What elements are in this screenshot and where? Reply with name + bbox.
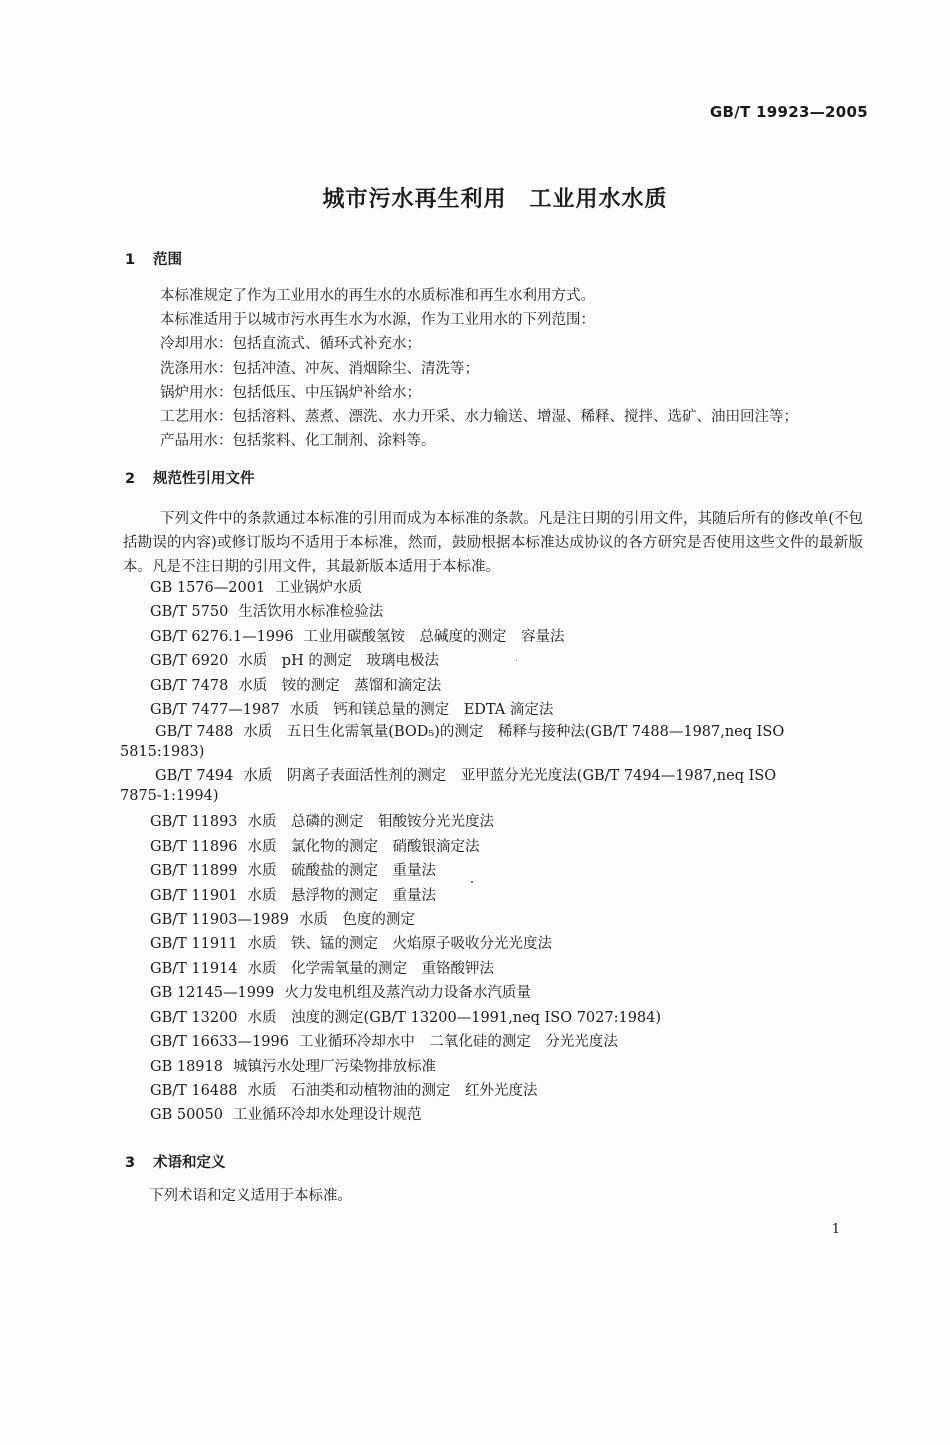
reference-code: GB/T 7494 — [155, 768, 234, 785]
reference-code: GB/T 11911 — [150, 936, 238, 953]
reference-title: 水质 悬浮物的测定 重量法 — [247, 887, 437, 904]
scope-line: 产品用水：包括浆料、化工制剂、涂料等。 — [160, 433, 436, 450]
reference-item — [150, 600, 865, 624]
reference-code: GB/T 7477—1987 — [150, 702, 280, 719]
reference-title: 工业循环冷却水中 二氧化硅的测定 分光光度法 — [298, 1034, 618, 1051]
reference-item — [150, 1079, 865, 1103]
reference-title: 水质 钙和镁总量的测定 EDTA 滴定法 — [289, 702, 554, 719]
page-number: 1 — [831, 1222, 840, 1237]
section-number: 3 — [125, 1155, 136, 1171]
reference-code: GB/T 11896 — [150, 838, 238, 855]
reference-code: GB/T 11893 — [150, 814, 238, 831]
section-3-intro: 下列术语和定义适用于本标准。 — [149, 1188, 352, 1204]
reference-title: 水质 硫酸盐的测定 重量法 — [247, 863, 437, 880]
normative-references-list — [120, 576, 865, 1128]
section-title: 范围 — [153, 252, 182, 268]
reference-title-continuation: 7875-1:1994) — [120, 788, 219, 805]
scope-line: 锅炉用水：包括低压、中压锅炉补给水； — [160, 384, 421, 401]
reference-title: 水质 化学需氧量的测定 重铬酸钾法 — [247, 960, 495, 977]
reference-code: GB/T 16633—1996 — [150, 1034, 289, 1051]
section-3-heading — [125, 1151, 226, 1172]
reference-title: 工业循环冷却水处理设计规范 — [232, 1107, 422, 1124]
reference-item — [150, 698, 865, 722]
reference-item — [150, 810, 865, 834]
scope-line: 本标准适用于以城市污水再生水为水源，作为工业用水的下列范围： — [160, 312, 595, 329]
standard-number: GB/T 19923—2005 — [709, 103, 868, 121]
reference-item — [150, 625, 865, 649]
reference-item — [150, 981, 865, 1005]
section-title: 术语和定义 — [153, 1155, 226, 1171]
reference-title: 水质 阴离子表面活性剂的测定 亚甲蓝分光光度法(GB/T 7494—1987,neq ISO — [243, 768, 777, 785]
reference-code: GB/T 11899 — [150, 863, 238, 880]
scope-line: 本标准规定了作为工业用水的再生水的水质标准和再生水利用方式。 — [160, 288, 595, 304]
reference-code: GB 50050 — [150, 1107, 223, 1124]
reference-title: 工业锅炉水质 — [275, 580, 363, 596]
document-title: 城市污水再生利用 工业用水水质 — [322, 187, 668, 212]
reference-title: 水质 总磷的测定 钼酸铵分光光度法 — [247, 814, 495, 831]
section-2-heading — [125, 467, 255, 488]
reference-item — [150, 957, 865, 981]
reference-item — [150, 1006, 865, 1030]
reference-title: 水质 铵的测定 蒸馏和滴定法 — [238, 677, 442, 694]
reference-code: GB/T 7478 — [150, 677, 229, 694]
reference-item — [150, 932, 865, 956]
reference-title: 水质 pH 的测定 玻璃电极法 — [238, 653, 439, 670]
reference-item — [120, 722, 865, 762]
reference-item — [150, 1055, 865, 1079]
reference-title: 工业用碳酸氢铵 总碱度的测定 容量法 — [303, 628, 565, 645]
reference-title: 水质 色度的测定 — [298, 912, 415, 929]
reference-item — [150, 859, 865, 883]
reference-item — [150, 1103, 865, 1127]
reference-title: 水质 石油类和动植物油的测定 红外光度法 — [247, 1082, 538, 1099]
section-2-intro: 下列文件中的条款通过本标准的引用而成为本标准的条款。凡是注日期的引用文件，其随后所有的修改单(不包括勘误的内容)或修订版均不适用于本标准，然而，鼓励根据本标准达成协议的各方研究是否使用这些文件的最新版本。凡是不注日期的引用文件，其最新版本适用于本标准。 — [123, 511, 863, 575]
reference-item — [150, 835, 865, 859]
reference-item — [150, 908, 865, 932]
reference-code: GB/T 11901 — [150, 887, 238, 904]
scan-speck — [516, 660, 517, 661]
section-title: 规范性引用文件 — [153, 471, 255, 487]
scope-list — [160, 284, 798, 453]
reference-code: GB/T 13200 — [150, 1009, 238, 1026]
reference-item — [150, 674, 865, 698]
reference-title: 水质 五日生化需氧量(BOD₅)的测定 稀释与接种法(GB/T 7488—1987,neq ISO — [243, 724, 785, 741]
reference-title: 水质 浊度的测定(GB/T 13200—1991,neq ISO 7027:1984) — [247, 1009, 662, 1026]
reference-code: GB/T 7488 — [155, 724, 234, 741]
reference-item — [150, 884, 865, 908]
reference-code: GB/T 5750 — [150, 604, 229, 621]
reference-code: GB/T 11914 — [150, 960, 238, 977]
scope-line: 洗涤用水：包括冲渣、冲灰、消烟除尘、清洗等； — [160, 360, 479, 377]
reference-code: GB 18918 — [150, 1058, 223, 1075]
reference-title: 火力发电机组及蒸汽动力设备水汽质量 — [284, 985, 531, 1002]
reference-item — [120, 766, 865, 806]
reference-code: GB/T 16488 — [150, 1082, 238, 1099]
reference-title: 城镇污水处理厂污染物排放标准 — [232, 1058, 436, 1075]
reference-item — [150, 649, 865, 673]
section-1-heading — [125, 248, 182, 269]
scan-speck — [471, 881, 473, 883]
reference-title: 水质 氯化物的测定 硝酸银滴定法 — [247, 838, 480, 855]
scope-line: 冷却用水：包括直流式、循环式补充水； — [160, 336, 421, 353]
section-number: 1 — [125, 252, 136, 268]
reference-code: GB/T 6920 — [150, 653, 229, 670]
reference-title-continuation: 5815:1983) — [120, 744, 205, 761]
reference-item — [150, 576, 865, 600]
reference-code: GB 1576—2001 — [150, 580, 266, 596]
reference-item — [150, 1030, 865, 1054]
reference-code: GB 12145—1999 — [150, 985, 275, 1002]
scope-line: 工艺用水：包括溶料、蒸煮、漂洗、水力开采、水力输送、增湿、稀释、搅拌、选矿、油田回注等； — [160, 408, 798, 425]
reference-code: GB/T 6276.1—1996 — [150, 628, 294, 645]
reference-title: 生活饮用水标准检验法 — [238, 604, 384, 621]
section-number: 2 — [125, 471, 136, 487]
reference-code: GB/T 11903—1989 — [150, 912, 289, 929]
reference-title: 水质 铁、锰的测定 火焰原子吸收分光光度法 — [247, 936, 553, 953]
